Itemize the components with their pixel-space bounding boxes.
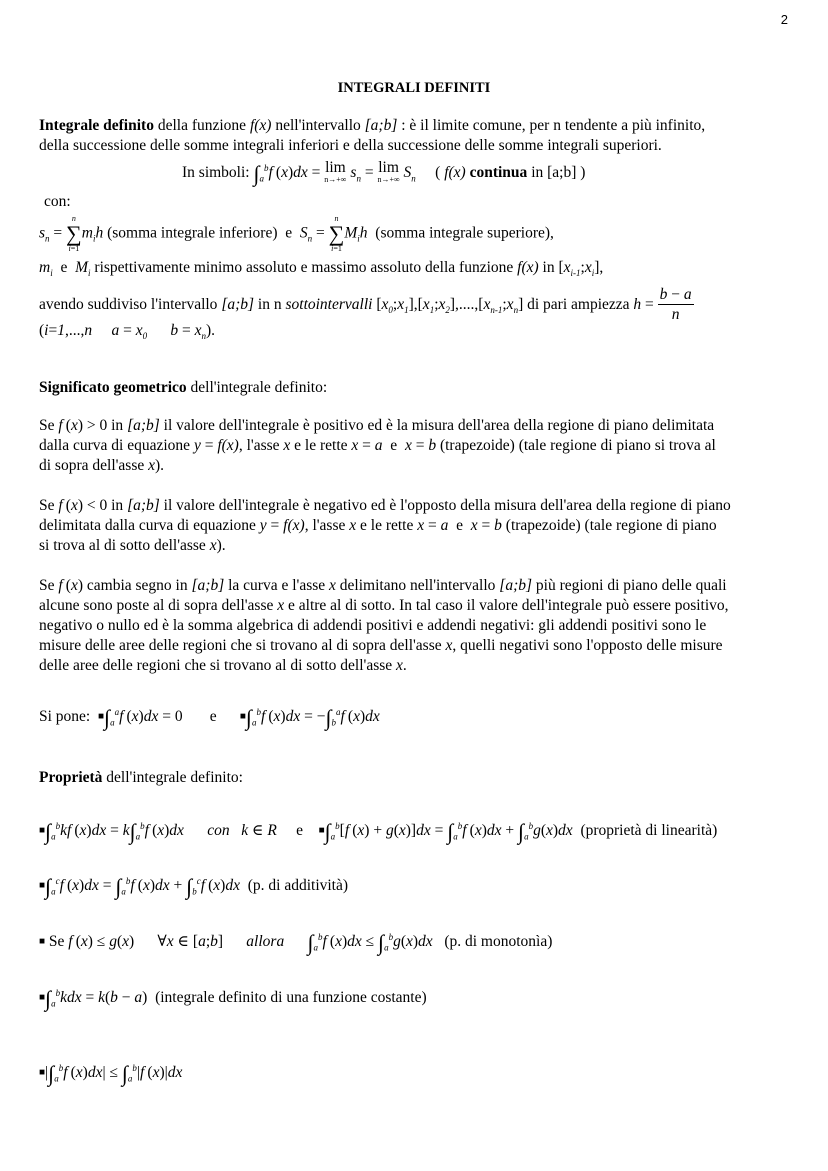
property-absolute-value: $■|\int_a^bf$ $(x)dx| \le \int_a^b|f$ (x)|dx xyxy=(39,1061,183,1087)
min-max-line: $m_i$ e $M_i$ rispettivamente minimo assoluto e massimo assoluto della funzione f(x) in $[x_{i-1};x_i]$, xyxy=(39,259,604,279)
page-title: INTEGRALI DEFINITI xyxy=(337,80,491,96)
symbols-formula: In simboli: $\int_a^bf$ (x)dx = lim n→+∞ $s_n = \lim$ n→+∞ $S_n$ ( f(x) continua in [a;b] ) xyxy=(182,158,586,187)
si-pone-line: Si pone: $■\int_a^af$ (x)dx = 0 e $■\int_a^bf$ $(x)dx = -\int_b^af$ (x)dx xyxy=(39,705,380,731)
definition-term: Integrale definito xyxy=(39,117,154,134)
property-linearity: $■\int_a^bkf$ $(x)dx = k\int_a^bf$ (x)dx con k ∈ R e $■\int_a^b[f$ $(x) + g(x)]dx = \int_a^bf$ $(x)dx + \int_a^bg(x)dx$ (proprietà di linearità) xyxy=(39,819,718,845)
definition-paragraph: Integrale definito della funzione f(x) nell'intervallo [a;b] : è il limite comune, per n tendente a più infinito, della successione delle somme integrali inferiori e della successione delle somme integrali superiori. xyxy=(39,117,706,154)
con-label: con: xyxy=(44,193,71,210)
geometric-paragraph-positive: Se f (x) > 0 in [a;b] il valore dell'integrale è positivo ed è la misura dell'area della regione di piano delimitata dalla curva di equazione y = f(x), l'asse x e le rette x = a e x = b (trapezoide) (tale regione di piano si trova al di sopra dell'asse x). xyxy=(39,417,716,474)
sums-formula: $s_n$ = n ∑ i=1 $m_ih$ (somma integrale inferiore) e $S_n$ = n ∑ i=1 $M_ih$ (somma integrale superiore), xyxy=(39,214,554,253)
property-additivity: $■\int_a^cf$ $(x)dx = \int_a^bf$ $(x)dx + \int_b^cf$ (x)dx (p. di additività) xyxy=(39,874,349,900)
geometric-paragraph-mixed: Se f (x) cambia segno in [a;b] la curva e l'asse x delimitano nell'intervallo [a;b] più regioni di piano delle quali alcune sono poste al di sopra dell'asse x e altre al di sotto. In tal caso il valore dell'integrale può essere positivo, negativo o nullo ed è la somma algebrica di addendi positivi e addendi negativi: gli addendi positivi sono le misure delle aree delle regioni che si trovano al di sopra dell'asse x, quelli negativi sono l'opposto delle misure delle aree delle regioni che si trovano al di sotto dell'asse x. xyxy=(39,577,729,674)
geometric-paragraph-negative: Se f (x) < 0 in [a;b] il valore dell'integrale è negativo ed è l'opposto della misura dell'area della regione di piano delimitata dalla curva di equazione y = f(x), l'asse x e le rette x = a e x = b (trapezoide) (tale regione di piano si trova al di sotto dell'asse x). xyxy=(39,497,731,554)
subdivision-line: avendo suddiviso l'intervallo [a;b] in n sottointervalli $[x_0;x_1],[x_1;x_2],....,[x_{n-1};x_n]$ di pari ampiezza h = $\frac{b - a}{n}$ xyxy=(39,286,692,323)
properties-heading: Proprietà dell'integrale definito: xyxy=(39,769,243,786)
indices-line: (i=1,...,n $a = x_0$ $b = x_n$). xyxy=(39,322,216,342)
property-monotonicity: ■ Se f (x) ≤ g(x) ∀x ∈ [a;b] allora $\int_a^bf$ $(x)dx \le \int_a^bg(x)dx$ (p. di monotonìa) xyxy=(39,930,553,956)
property-constant: $■\int_a^bkdx = k(b - a)$ (integrale definito di una funzione costante) xyxy=(39,986,427,1012)
page-number: 2 xyxy=(780,12,788,27)
geometric-heading: Significato geometrico dell'integrale definito: xyxy=(39,379,328,396)
